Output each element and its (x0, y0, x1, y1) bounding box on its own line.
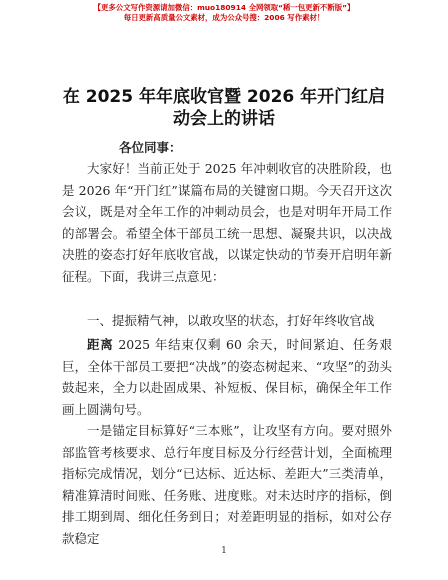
salutation: 各位同事： (119, 140, 182, 155)
paragraph-lead-word: 距离 (87, 337, 114, 352)
paragraph-target-accounts: 一是锚定目标算好“三本账”，让攻坚有方向。要对照外部监管考核要求、总行年度目标及分行经营计划，全面梳理指标完成情况，划分“已达标、近达标、差距大”三类清单，精准算清时间账、任务账、进度账。对未达时序的指标，倒排工期到周、细化任务到日；对差距明显的指标，如对公存款稳定 (62, 423, 392, 546)
paragraph-deadline (62, 334, 392, 420)
section-heading-1: 一、提振精气神，以敢攻坚的状态，打好年终收官战 (87, 313, 375, 328)
promo-banner (0, 3, 448, 23)
paragraph-deadline-text: 2025 年结束仅剩 60 余天，时间紧迫、任务艰巨，全体干部员工要把“决战”的姿态树起来、“攻坚”的劲头鼓起来，全力以赴固成果、补短板、保目标，确保全年工作画上圆满句号。 (62, 337, 392, 417)
page-number: 1 (221, 546, 227, 556)
document-title: 在 2025 年年底收官暨 2026 年开门红启动会上的讲话 (62, 87, 386, 129)
promo-banner-line-2: 每日更新高质量公文素材，成为公众号搜：2006 写作素材！ (123, 13, 325, 22)
promo-banner-line-1: 【更多公文写作资源请加微信：muo180914 全网领取“稀一包更新不断版”】 (93, 3, 355, 12)
paragraph-intro: 大家好！当前正处于 2025 年冲刺收官的决胜阶段，也是 2026 年“开门红”谋篇布局的关键窗口期。今天召开这次会议，既是对全年工作的冲刺动员会，也是对明年开局工作的部署会。希望全体干部员工统一思想、凝聚共识，以决战决胜的姿态打好年底收官战，以谋定快动的节奏开启明年新征程。下面，我讲三点意见： (62, 161, 392, 284)
